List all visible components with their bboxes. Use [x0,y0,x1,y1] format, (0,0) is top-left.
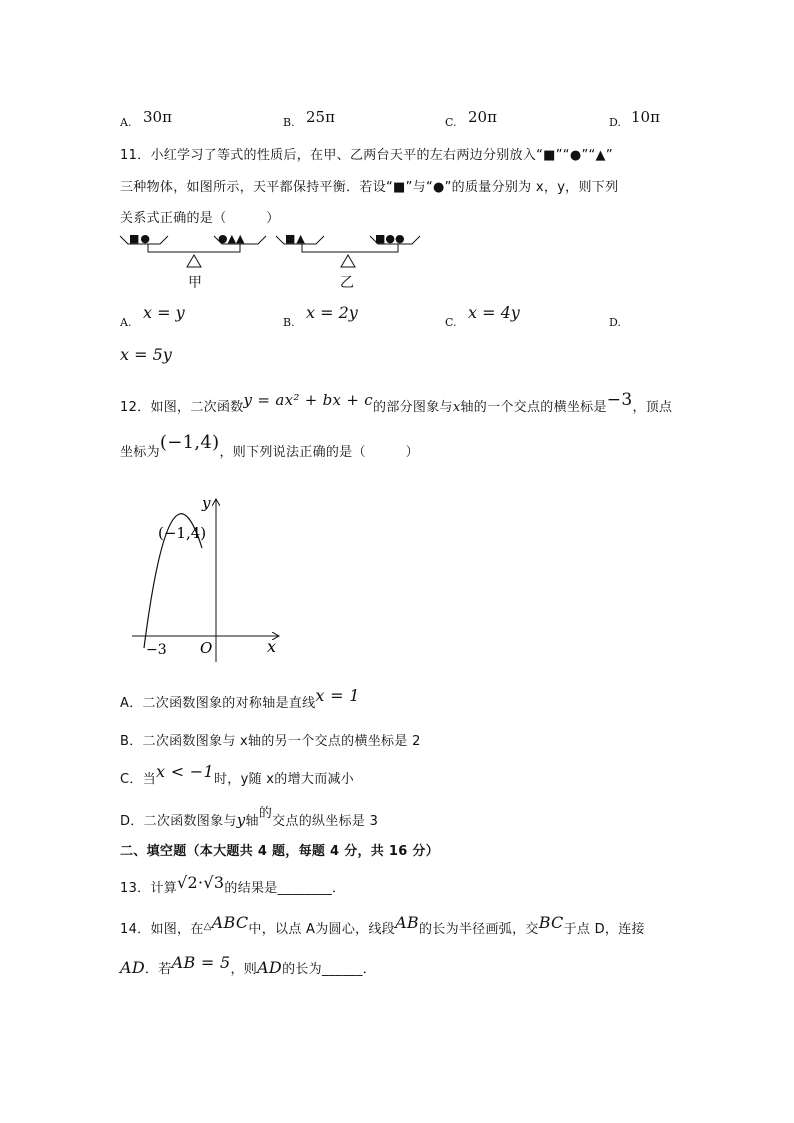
q12-option-c-post: 时，y随 x的增大而减小 [213,772,355,787]
q10-option-b-value: 25π [306,108,335,126]
q12-option-d-pre: D．二次函数图象与 [120,814,237,829]
triangle-symbol: △ [203,921,212,932]
q11-option-a-value: x = y [143,303,185,322]
origin-label: O [200,639,213,657]
scale-yi-right-objects: ■●● [375,232,405,245]
q11-line1: 11．小红学习了等式的性质后，在甲、乙两台天平的左右两边分别放入“■”“●”“▲” [120,148,613,163]
q14-line1-mid: 中，以点 A为圆心，线段 [248,922,396,937]
q14-segment-ab: AB [395,913,419,932]
q10-option-a-value: 30π [143,108,172,126]
q12-option-d [120,806,379,829]
q14-segment-ad-2: AD [257,958,283,977]
q12-suffix: ，顶点 [632,400,673,415]
q14-segment-ad: AD [120,958,145,977]
q14-segment-bc: BC [538,913,564,932]
q14-line2-mid2: ，则 [230,962,258,977]
q13-prefix: 13．计算 [120,881,178,896]
q12-option-a [120,686,360,711]
q12-prefix: 12．如图，二次函数 [120,400,244,415]
q12-option-d-var: y [236,811,246,829]
q12-option-d-post: 交点的纵坐标是 3 [272,814,379,829]
x-intercept-label: −3 [146,642,167,658]
q12-option-d-sup: 的 [258,806,273,821]
scale-yi-label: 乙 [340,275,354,291]
q14-line1-mid2: 的长为半径画弧，交 [418,922,539,937]
x-axis-label: x [267,637,277,656]
q12-line2 [120,432,419,461]
q12-option-c [120,762,355,787]
q13-suffix: 的结果是________． [224,881,346,896]
q11-option-d-value: x = 5y [120,345,172,364]
q12-option-d-mid: 轴 [245,814,259,829]
q11-line3: 关系式正确的是（ ） [120,211,280,226]
q12-option-a-math: x = 1 [315,686,360,705]
q10-option-c-value: 20π [468,108,497,126]
q10-option-d-value: 10π [631,108,660,126]
q14-line1-pre: 14．如图，在 [120,922,204,937]
q10-option-c-letter: C. [445,116,457,129]
q12-vertex: (−1,4) [159,432,220,453]
q11-option-c-value: x = 4y [468,303,520,322]
q11-option-b-letter: B. [283,316,295,329]
scale-jia-right-objects: ●▲▲ [218,232,245,245]
q12-root: −3 [606,390,633,410]
q14-line2-mid: ．若 [144,962,172,977]
q12-option-c-pre: C．当 [120,772,156,787]
q10-option-b-letter: B. [283,116,295,129]
q11-option-a-letter: A. [120,316,132,329]
q12-x-var: x [452,400,461,415]
q12-mid2: 轴的一个交点的横坐标是 [460,400,607,415]
q10-option-a-letter: A. [120,116,132,129]
q10-option-d-letter: D. [609,116,621,129]
q14-line2 [120,953,377,977]
section-heading: 二、填空题（本大题共 4 题，每题 4 分，共 16 分） [120,844,440,859]
q12-option-b: B．二次函数图象与 x轴的另一个交点的横坐标是 2 [120,734,421,749]
q13 [120,873,346,896]
q14-triangle-name: ABC [211,913,249,932]
q11-option-b-value: x = 2y [306,303,358,322]
q12-line1 [120,390,673,416]
q14-line1 [120,913,645,937]
parabola-graph [128,492,288,664]
q14-line1-post: 于点 D，连接 [563,922,645,937]
scale-jia-label: 甲 [188,275,202,291]
q13-expression: √2·√3 [177,873,225,892]
q12-option-a-text: A．二次函数图象的对称轴是直线 [120,696,316,711]
q12-mid: 的部分图象与 [373,400,453,415]
q11-option-c-letter: C. [445,316,457,329]
q12-option-c-math: x < −1 [155,762,214,781]
q14-line2-post: 的长为______． [282,962,377,977]
q12-line2-suffix: ，则下列说法正确的是（ ） [219,445,419,460]
scale-yi-left-objects: ■▲ [285,232,306,245]
y-axis-label: y [202,494,211,512]
q14-equation: AB = 5 [171,953,231,972]
scale-jia-left-objects: ■● [129,232,151,245]
q11-line2: 三种物体，如图所示，天平都保持平衡．若设“■”与“●”的质量分别为 x，y，则下列 [120,180,619,195]
q12-equation: y = ax² + bx + c [243,391,374,409]
q12-line2-prefix: 坐标为 [120,445,160,460]
q11-option-d-letter: D. [609,316,621,329]
vertex-label: (−1,4) [158,524,207,542]
